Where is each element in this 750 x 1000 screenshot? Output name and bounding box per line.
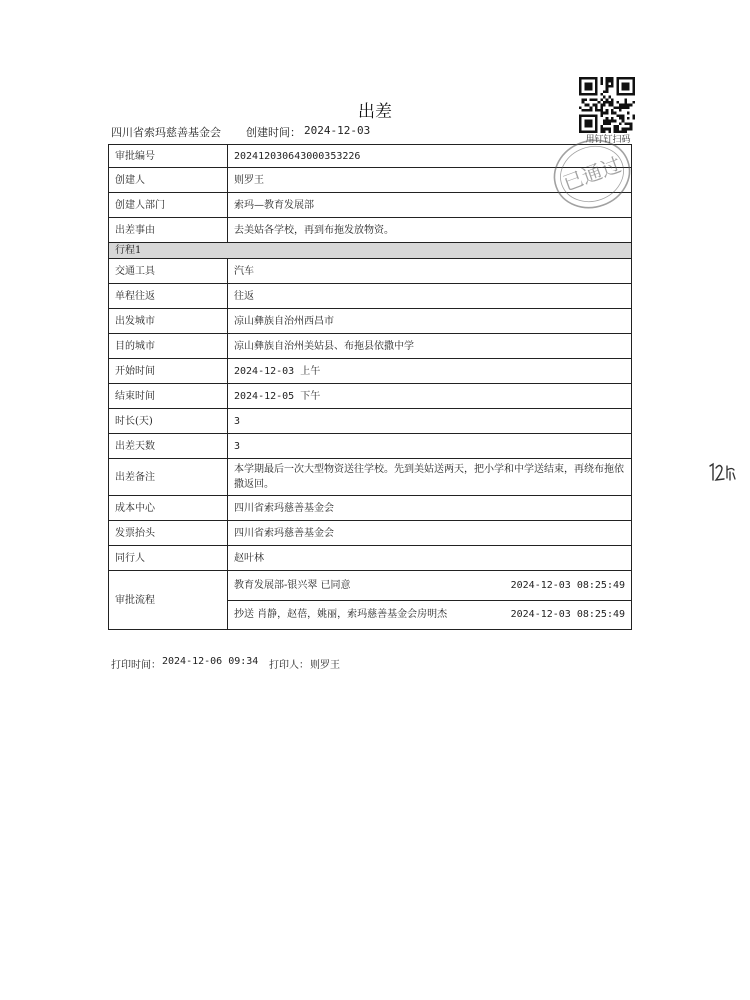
field-label: 目的城市 <box>109 334 228 359</box>
form-row <box>109 521 632 546</box>
approved-stamp <box>548 134 636 214</box>
trip-form-table <box>108 144 632 630</box>
field-value: 本学期最后一次大型物资送往学校。先到美姑送两天，把小学和中学送结束，再绕布拖依撒返回。 <box>228 459 632 496</box>
form-row <box>109 259 632 284</box>
field-label: 出发城市 <box>109 309 228 334</box>
approval-flow-row <box>109 571 632 601</box>
approval-line <box>228 600 632 630</box>
qr-caption: 用钉钉扫码 <box>585 135 631 145</box>
field-label: 创建人部门 <box>109 193 228 218</box>
form-row <box>109 459 632 496</box>
field-value: 赵叶林 <box>228 546 632 571</box>
approval-line-time: 2024-12-03 08:25:49 <box>510 609 625 621</box>
document-title: 出差 <box>358 102 392 122</box>
created-time-label: 创建时间： <box>246 126 301 139</box>
qr-code-icon <box>579 77 635 133</box>
form-row <box>109 409 632 434</box>
field-value: 则罗王 <box>228 168 632 193</box>
field-value: 2024-12-03 上午 <box>228 359 632 384</box>
approval-line-text: 抄送 肖静，赵蓓，姚丽，索玛慈善基金会房明杰 <box>234 609 448 621</box>
field-label: 结束时间 <box>109 384 228 409</box>
field-label: 出差事由 <box>109 218 228 243</box>
field-label: 同行人 <box>109 546 228 571</box>
field-label: 出差天数 <box>109 434 228 459</box>
field-value: 3 <box>228 434 632 459</box>
field-label: 时长(天) <box>109 409 228 434</box>
stamp-text: 已通过 <box>559 152 625 196</box>
field-label: 发票抬头 <box>109 521 228 546</box>
form-row <box>109 384 632 409</box>
field-value: 往返 <box>228 284 632 309</box>
field-label: 审批编号 <box>109 145 228 168</box>
field-value: 202412030643000353226 <box>228 145 632 168</box>
section-label: 行程1 <box>109 243 632 259</box>
approval-line-time: 2024-12-03 08:25:49 <box>510 579 625 591</box>
field-value: 索玛—教育发展部 <box>228 193 632 218</box>
print-time-value: 2024-12-06 09:34 <box>162 656 259 667</box>
form-row <box>109 496 632 521</box>
field-label: 交通工具 <box>109 259 228 284</box>
handwritten-note <box>707 460 739 484</box>
field-value: 汽车 <box>228 259 632 284</box>
field-value: 去美姑各学校，再到布拖发放物资。 <box>228 218 632 243</box>
printer-label: 打印人： <box>269 660 309 671</box>
field-label: 出差备注 <box>109 459 228 496</box>
created-time-value: 2024-12-03 <box>304 124 371 137</box>
field-label: 单程往返 <box>109 284 228 309</box>
field-value: 3 <box>228 409 632 434</box>
form-row <box>109 284 632 309</box>
form-row <box>109 434 632 459</box>
approval-line-text: 教育发展部-银兴翠 已同意 <box>234 579 351 591</box>
approval-line <box>228 571 632 601</box>
organization-name: 四川省索玛慈善基金会 <box>111 126 221 139</box>
form-row <box>109 309 632 334</box>
form-row <box>109 218 632 243</box>
print-time-label: 打印时间： <box>111 660 161 671</box>
form-row <box>109 359 632 384</box>
section-row <box>109 243 632 259</box>
field-label: 成本中心 <box>109 496 228 521</box>
printer-value: 则罗王 <box>310 660 340 671</box>
approval-flow-label: 审批流程 <box>109 571 228 630</box>
field-value: 四川省索玛慈善基金会 <box>228 496 632 521</box>
form-row <box>109 334 632 359</box>
field-label: 开始时间 <box>109 359 228 384</box>
field-value: 凉山彝族自治州美姑县、布拖县依撒中学 <box>228 334 632 359</box>
field-value: 四川省索玛慈善基金会 <box>228 521 632 546</box>
field-label: 创建人 <box>109 168 228 193</box>
form-row <box>109 546 632 571</box>
field-value: 凉山彝族自治州西昌市 <box>228 309 632 334</box>
field-value: 2024-12-05 下午 <box>228 384 632 409</box>
